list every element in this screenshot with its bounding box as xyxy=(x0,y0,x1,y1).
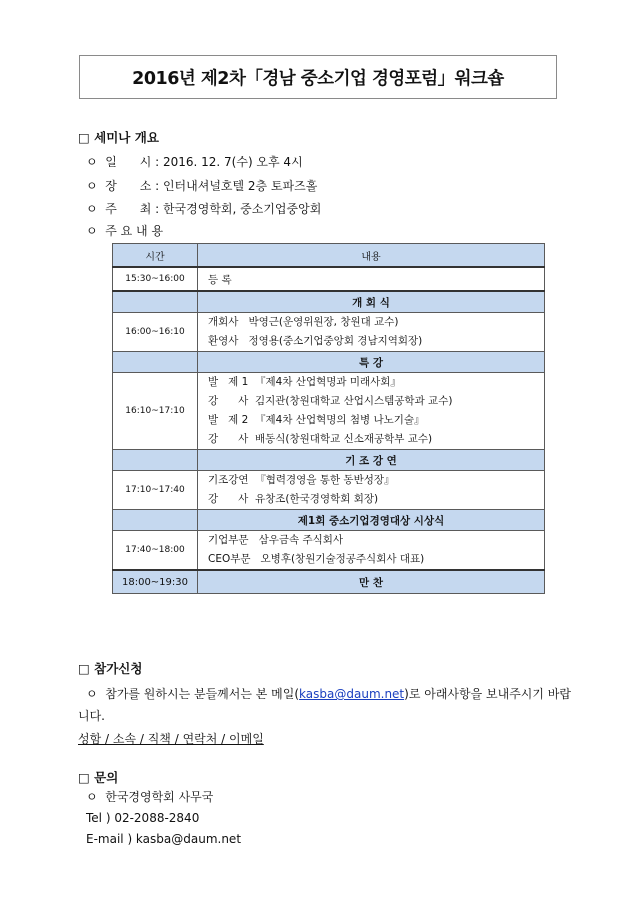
registration-instruction: ㅇ 참가를 원하시는 분들께서는 본 메일(kasba@daum.net)로 아래사항을 보내주시기 바랍 xyxy=(86,687,571,701)
contact-heading: □ 문의 xyxy=(78,770,119,785)
required-fields: 성함 / 소속 / 직책 / 연락처 / 이메일 xyxy=(78,732,264,746)
opening-line: 개회사 박영근(운영위원장, 창원대 교수) xyxy=(208,316,399,328)
lecture-time: 16:10~17:10 xyxy=(113,373,198,450)
schedule-band-row xyxy=(113,291,545,313)
lecture-line: 강 사 배동식(창원대학교 신소재공학부 교수) xyxy=(208,433,433,445)
contact-email: E-mail ) kasba@daum.net xyxy=(86,832,242,846)
lecture-line: 강 사 김지관(창원대학교 산업시스템공학과 교수) xyxy=(208,395,453,407)
schedule-row xyxy=(113,531,545,571)
overview-heading: □ 세미나 개요 xyxy=(78,130,159,145)
award-line: CEO부문 오병후(창원기술정공주식회사 대표) xyxy=(208,553,425,565)
dinner-time: 18:00~19:30 xyxy=(113,570,198,594)
lecture-band: 특 강 xyxy=(198,352,545,373)
schedule-row xyxy=(113,373,545,450)
dinner-row xyxy=(113,570,545,594)
schedule-header-row xyxy=(113,244,545,268)
opening-band: 개 회 식 xyxy=(198,291,545,313)
award-band: 제1회 중소기업경영대상 시상식 xyxy=(198,510,545,531)
keynote-band: 기 조 강 연 xyxy=(198,450,545,471)
overview-host: ㅇ 주 최 : 한국경영학회, 중소기업중앙회 xyxy=(86,202,322,216)
schedule-band-row xyxy=(113,352,545,373)
keynote-time: 17:10~17:40 xyxy=(113,471,198,510)
schedule-row xyxy=(113,471,545,510)
award-time: 17:40~18:00 xyxy=(113,531,198,571)
overview-date: ㅇ 일 시 : 2016. 12. 7(수) 오후 4시 xyxy=(86,155,303,169)
overview-venue: ㅇ 장 소 : 인터내셔널호텔 2층 토파즈홀 xyxy=(86,179,318,193)
lecture-line: 발 제 1 『제4차 산업혁명과 미래사회』 xyxy=(208,376,401,388)
registration-row xyxy=(113,267,545,291)
lecture-line: 발 제 2 『제4차 산업혁명의 첨병 나노기술』 xyxy=(208,414,425,426)
schedule-table xyxy=(112,243,545,594)
contact-org: ㅇ 한국경영학회 사무국 xyxy=(86,790,214,804)
opening-line: 환영사 정영용(중소기업중앙회 경남지역회장) xyxy=(208,335,423,347)
content-column-header: 내용 xyxy=(198,244,545,268)
registration-heading: □ 참가신청 xyxy=(78,661,143,676)
keynote-line: 강 사 유창조(한국경영학회 회장) xyxy=(208,493,379,505)
document-title: 2016년 제2차「경남 중소기업 경영포럼」워크숍 xyxy=(79,55,557,99)
dinner-band: 만 찬 xyxy=(198,570,545,594)
registration-instruction-cont: 니다. xyxy=(78,709,105,723)
schedule-band-row xyxy=(113,450,545,471)
registration-time: 15:30~16:00 xyxy=(113,267,198,291)
registration-text: 등 록 xyxy=(198,267,545,291)
keynote-line: 기조강연 『협력경영을 통한 동반성장』 xyxy=(208,474,395,486)
schedule-band-row xyxy=(113,510,545,531)
schedule-row xyxy=(113,313,545,352)
email-link[interactable]: kasba@daum.net xyxy=(299,687,405,701)
award-line: 기업부문 삼우금속 주식회사 xyxy=(208,534,344,546)
opening-time: 16:00~16:10 xyxy=(113,313,198,352)
overview-program-label: ㅇ 주 요 내 용 xyxy=(86,224,164,238)
time-column-header: 시간 xyxy=(113,244,198,268)
contact-tel: Tel ) 02-2088-2840 xyxy=(86,811,200,825)
